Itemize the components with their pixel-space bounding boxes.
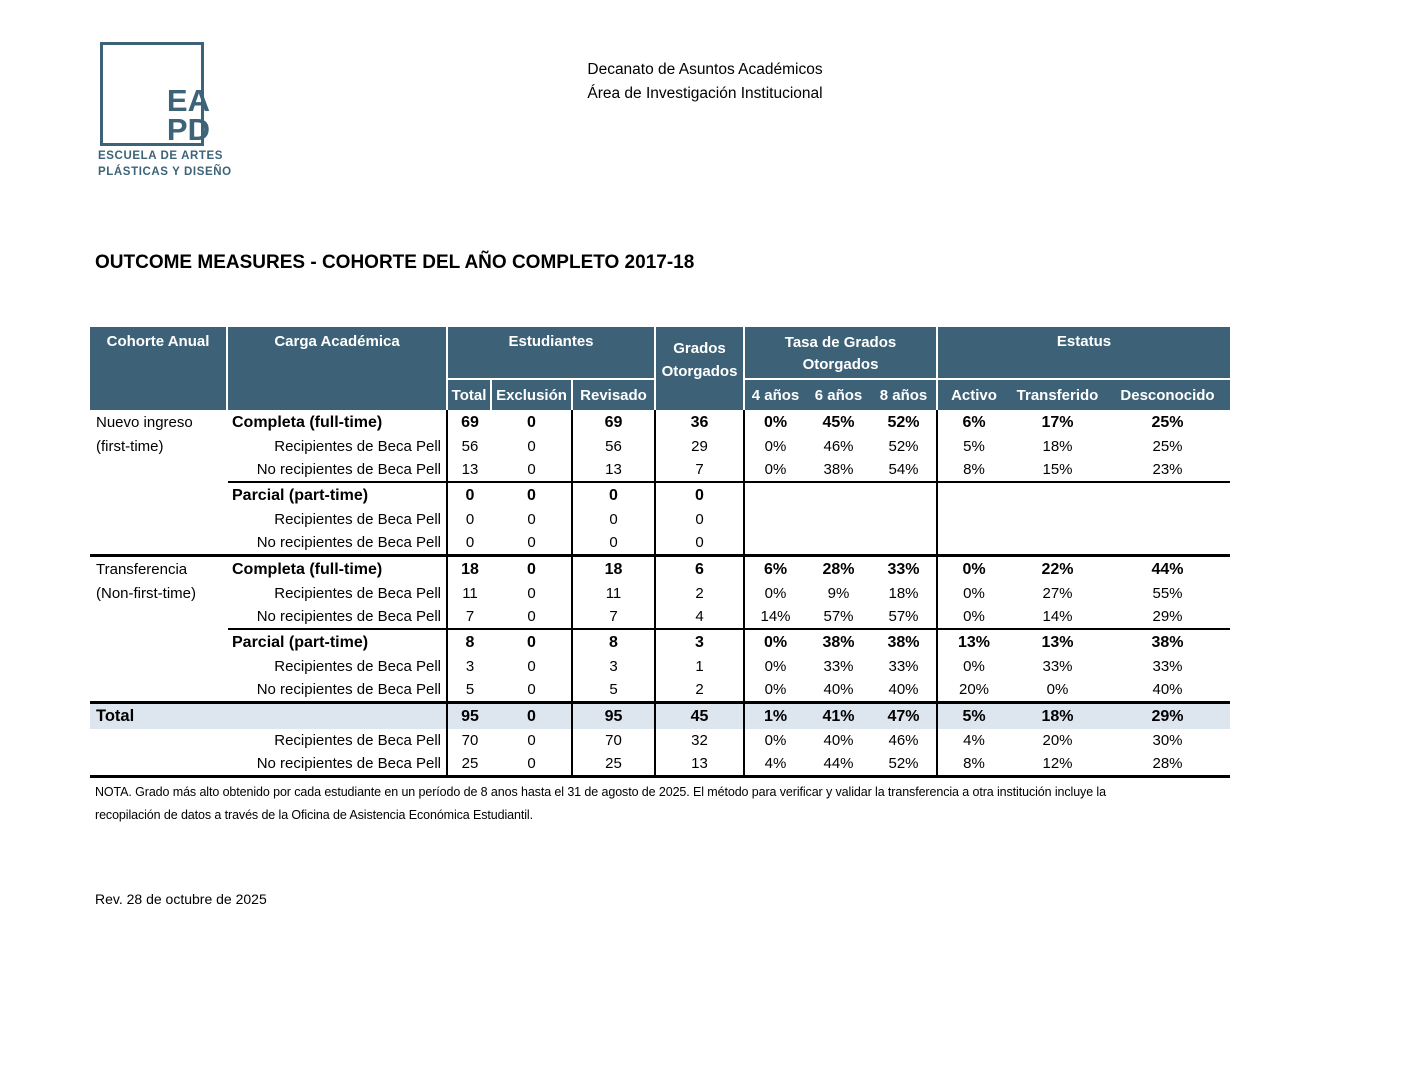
carga-cell: Parcial (part-time) (228, 630, 448, 655)
header-carga-academica: Carga Académica (228, 327, 448, 410)
cell-activo: 0% (962, 561, 986, 578)
cell-exclusion: 0 (492, 752, 573, 775)
cell-revisado: 25 (573, 752, 656, 775)
cell-grados: 32 (656, 729, 745, 752)
footnote (95, 781, 1225, 827)
cohort-cell (90, 605, 228, 628)
org-header-line2: Área de Investigación Institucional (587, 85, 823, 102)
table-row-pell (90, 508, 1230, 531)
cell-grados: 1 (656, 655, 745, 678)
cell-revisado: 18 (573, 557, 656, 582)
cell-desconocido: 29% (1151, 708, 1184, 725)
table-row-pell (90, 582, 1230, 605)
cell-6anos (806, 531, 871, 554)
cell-activo: 4% (963, 732, 985, 749)
cell-total: 13 (461, 461, 479, 478)
cell-grados: 0 (656, 531, 745, 554)
cell-4anos: 14% (760, 608, 791, 625)
cell-grados: 45 (656, 704, 745, 729)
cell-exclusion: 0 (492, 508, 573, 531)
cell-activo: 20% (958, 681, 990, 698)
cell-revisado: 95 (573, 704, 656, 729)
footnote-line2: recopilación de datos a través de la Oficina de Asistencia Económica Estudiantil. (95, 808, 533, 822)
cell-6anos: 33% (823, 658, 854, 675)
cell-4anos (745, 483, 806, 508)
cell-exclusion: 0 (492, 483, 573, 508)
cell-desconocido: 55% (1152, 585, 1183, 602)
cohort-cell (90, 655, 228, 678)
table-row-no-pell (90, 678, 1230, 701)
cell-revisado: 7 (573, 605, 656, 628)
cell-revisado: 13 (573, 458, 656, 481)
carga-cell: No recipientes de Beca Pell (228, 678, 448, 701)
table-row-total (90, 704, 1230, 729)
cell-total: 11 (462, 585, 478, 602)
revision-date: Rev. 28 de octubre de 2025 (95, 891, 267, 907)
cell-grados: 0 (656, 483, 745, 508)
header-grados-line2: Otorgados (661, 363, 738, 380)
cohort-cell: Total (96, 707, 135, 725)
cell-activo: 0% (963, 585, 985, 602)
cell-total: 0 (465, 511, 475, 528)
cell-revisado: 8 (573, 630, 656, 655)
cell-exclusion: 0 (492, 729, 573, 752)
cell-total: 69 (461, 414, 479, 431)
cell-desconocido: 29% (1152, 608, 1183, 625)
cell-total: 3 (465, 658, 475, 675)
cell-desconocido: 40% (1152, 681, 1183, 698)
cell-transferido (1010, 531, 1105, 554)
table-row-no-pell (90, 531, 1230, 554)
cell-6anos (806, 483, 871, 508)
cell-transferido: 33% (1042, 658, 1073, 675)
cell-activo (938, 483, 1010, 508)
header-tasa-de-grados (745, 327, 938, 380)
cell-8anos: 52% (871, 435, 938, 458)
cell-desconocido: 38% (1151, 634, 1184, 651)
cell-grados: 13 (656, 752, 745, 775)
logo-initials-line1: EA (166, 83, 210, 118)
cell-desconocido: 28% (1152, 755, 1183, 772)
cell-8anos: 52% (871, 410, 938, 435)
page-title: OUTCOME MEASURES - COHORTE DEL AÑO COMPLETO 2017-18 (95, 252, 695, 273)
cell-total: 70 (461, 732, 479, 749)
carga-cell: Recipientes de Beca Pell (228, 508, 448, 531)
carga-cell: No recipientes de Beca Pell (228, 605, 448, 628)
cell-6anos: 45% (822, 414, 855, 431)
table-bottom-border (90, 775, 1230, 778)
table-row-parcial-first-time (90, 483, 1230, 508)
carga-cell: Recipientes de Beca Pell (228, 729, 448, 752)
carga-cell (228, 704, 448, 729)
cohort-cell (90, 458, 228, 481)
org-header (480, 58, 930, 106)
cell-total: 95 (461, 708, 479, 725)
carga-cell: Recipientes de Beca Pell (228, 435, 448, 458)
cell-activo (938, 508, 1010, 531)
cell-desconocido: 25% (1151, 414, 1184, 431)
cell-6anos: 40% (823, 732, 854, 749)
header-tasa-line2: Otorgados (802, 356, 879, 373)
cell-revisado: 56 (573, 435, 656, 458)
table-row-pell (90, 435, 1230, 458)
cell-activo (938, 531, 1010, 554)
cell-desconocido: 30% (1152, 732, 1183, 749)
cell-desconocido: 33% (1152, 658, 1183, 675)
cell-grados: 6 (656, 557, 745, 582)
cell-revisado: 5 (573, 678, 656, 701)
cell-4anos: 0% (764, 732, 787, 749)
school-name-line1: ESCUELA DE ARTES (98, 150, 224, 162)
cell-desconocido: 25% (1152, 438, 1183, 455)
table-row-parcial-transfer (90, 630, 1230, 655)
cohort-cell (90, 752, 228, 775)
cohort-cell: (first-time) (96, 438, 164, 455)
cell-transferido: 12% (1042, 755, 1073, 772)
cell-transferido: 22% (1041, 561, 1074, 578)
carga-cell: Parcial (part-time) (228, 483, 448, 508)
cell-transferido: 18% (1041, 708, 1074, 725)
cell-revisado: 0 (573, 483, 656, 508)
cell-transferido: 15% (1042, 461, 1073, 478)
cell-4anos: 0% (763, 414, 788, 431)
cell-exclusion: 0 (492, 678, 573, 701)
cell-exclusion: 0 (492, 704, 573, 729)
cohort-cell: (Non-first-time) (96, 585, 196, 602)
cell-revisado: 69 (573, 410, 656, 435)
cell-activo: 13% (957, 634, 991, 651)
cell-8anos: 52% (871, 752, 938, 775)
header-total: Total (448, 380, 492, 410)
header-estatus: Estatus (938, 327, 1230, 380)
cell-activo: 0% (963, 608, 985, 625)
cell-8anos: 54% (871, 458, 938, 481)
cell-grados: 2 (656, 582, 745, 605)
cell-4anos: 6% (763, 561, 788, 578)
table-row-no-pell (90, 605, 1230, 628)
footnote-line1: NOTA. Grado más alto obtenido por cada estudiante en un período de 8 anos hasta el 31 de agosto de 2025. El método para verificar y validar la transferencia a otra institución incluye la (95, 785, 1106, 799)
table-row-no-pell (90, 752, 1230, 775)
cell-desconocido (1105, 531, 1230, 554)
carga-cell: No recipientes de Beca Pell (228, 752, 448, 775)
carga-cell: Completa (full-time) (228, 557, 448, 582)
logo-initials-line2: PD (166, 112, 210, 147)
header-4-anos: 4 años (751, 386, 800, 404)
header-exclusion: Exclusión (492, 380, 573, 410)
carga-cell: No recipientes de Beca Pell (228, 531, 448, 554)
cell-grados: 3 (656, 630, 745, 655)
cell-total: 18 (461, 561, 479, 578)
cohort-cell: Nuevo ingreso (96, 414, 193, 431)
carga-cell: Recipientes de Beca Pell (228, 582, 448, 605)
header-desconocido: Desconocido (1120, 386, 1215, 404)
cohort-cell (90, 729, 228, 752)
cell-transferido (1010, 483, 1105, 508)
cell-exclusion: 0 (492, 582, 573, 605)
table-row-completa-first-time (90, 410, 1230, 435)
org-header-line1: Decanato de Asuntos Académicos (587, 61, 823, 78)
cell-8anos (871, 508, 938, 531)
cell-6anos: 40% (823, 681, 854, 698)
cell-total: 0 (465, 487, 475, 504)
header-revisado: Revisado (573, 380, 656, 410)
cell-8anos: 33% (871, 557, 938, 582)
cell-4anos: 0% (764, 438, 787, 455)
cell-total: 5 (465, 681, 475, 698)
header-transferido: Transferido (1016, 386, 1099, 404)
cell-total: 7 (465, 608, 475, 625)
cohort-cell (90, 678, 228, 701)
cell-4anos: 4% (764, 755, 787, 772)
cell-activo: 5% (962, 708, 986, 725)
cell-revisado: 11 (573, 582, 656, 605)
table-row-pell (90, 655, 1230, 678)
cell-8anos: 57% (871, 605, 938, 628)
cell-revisado: 70 (573, 729, 656, 752)
cell-4anos: 0% (764, 658, 787, 675)
cell-8anos: 33% (871, 655, 938, 678)
cell-8anos (871, 531, 938, 554)
cell-transferido: 0% (1046, 681, 1069, 698)
cell-revisado: 0 (573, 508, 656, 531)
header-6-anos: 6 años (814, 386, 863, 404)
cell-transferido: 27% (1042, 585, 1073, 602)
cell-4anos: 0% (764, 585, 787, 602)
cell-6anos: 44% (823, 755, 854, 772)
cohort-cell (90, 508, 228, 531)
cell-total: 56 (461, 438, 479, 455)
table-row-completa-transfer (90, 557, 1230, 582)
cell-transferido: 14% (1042, 608, 1073, 625)
cell-activo: 0% (963, 658, 985, 675)
cell-exclusion: 0 (492, 435, 573, 458)
cell-transferido: 18% (1042, 438, 1073, 455)
header-grados-otorgados (656, 327, 745, 410)
cell-desconocido (1105, 483, 1230, 508)
cohort-cell (90, 630, 228, 655)
cell-grados: 0 (656, 508, 745, 531)
cell-6anos: 57% (823, 608, 854, 625)
cell-grados: 29 (656, 435, 745, 458)
cell-transferido: 20% (1042, 732, 1073, 749)
cell-total: 25 (461, 755, 479, 772)
cell-4anos (745, 508, 806, 531)
outcome-measures-table (90, 327, 1230, 778)
cell-revisado: 0 (573, 531, 656, 554)
cell-desconocido: 44% (1151, 561, 1184, 578)
header-grados-line1: Grados (673, 340, 726, 357)
cell-8anos: 18% (871, 582, 938, 605)
header-tasa-line1: Tasa de Grados (784, 334, 897, 351)
cell-transferido: 13% (1041, 634, 1074, 651)
cell-8anos: 47% (871, 704, 938, 729)
cohort-cell (90, 531, 228, 554)
cell-exclusion: 0 (492, 458, 573, 481)
cohort-cell: Transferencia (96, 561, 188, 578)
cell-exclusion: 0 (492, 655, 573, 678)
header-8-anos: 8 años (871, 380, 938, 410)
cell-exclusion: 0 (492, 531, 573, 554)
cell-exclusion: 0 (492, 557, 573, 582)
cell-4anos: 0% (764, 681, 787, 698)
cell-exclusion: 0 (492, 410, 573, 435)
carga-cell: No recipientes de Beca Pell (228, 458, 448, 481)
cell-4anos (745, 531, 806, 554)
cell-6anos: 41% (822, 708, 855, 725)
table-header (90, 327, 1230, 410)
cell-4anos: 0% (763, 634, 788, 651)
cell-6anos (806, 508, 871, 531)
cell-activo: 8% (963, 755, 985, 772)
cell-activo: 8% (963, 461, 985, 478)
school-name (98, 148, 232, 180)
cell-6anos: 46% (823, 438, 854, 455)
cell-total: 0 (465, 534, 475, 551)
cell-8anos: 38% (871, 630, 938, 655)
cell-exclusion: 0 (492, 605, 573, 628)
cell-desconocido: 23% (1152, 461, 1183, 478)
cell-activo: 5% (963, 438, 985, 455)
cell-grados: 36 (656, 410, 745, 435)
cell-desconocido (1105, 508, 1230, 531)
cell-8anos (871, 483, 938, 508)
cell-revisado: 3 (573, 655, 656, 678)
cell-transferido: 17% (1041, 414, 1074, 431)
school-name-line2: PLÁSTICAS Y DISEÑO (98, 166, 232, 178)
cell-6anos: 38% (823, 461, 854, 478)
cell-total: 8 (465, 634, 475, 651)
cell-activo: 6% (962, 414, 986, 431)
cell-6anos: 9% (827, 585, 850, 602)
cell-grados: 7 (656, 458, 745, 481)
cell-grados: 4 (656, 605, 745, 628)
cell-6anos: 38% (822, 634, 855, 651)
header-cohorte-anual: Cohorte Anual (90, 327, 228, 410)
eapd-logo-initials (100, 83, 210, 147)
cell-exclusion: 0 (492, 630, 573, 655)
cell-4anos: 0% (764, 461, 787, 478)
cohort-cell (90, 483, 228, 508)
cell-8anos: 40% (871, 678, 938, 701)
carga-cell: Recipientes de Beca Pell (228, 655, 448, 678)
header-activo: Activo (951, 386, 997, 404)
cell-transferido (1010, 508, 1105, 531)
cell-4anos: 1% (763, 708, 788, 725)
header-estudiantes: Estudiantes (448, 327, 656, 380)
cell-6anos: 28% (822, 561, 855, 578)
table-row-no-pell (90, 458, 1230, 481)
cell-grados: 2 (656, 678, 745, 701)
cell-8anos: 46% (871, 729, 938, 752)
carga-cell: Completa (full-time) (228, 410, 448, 435)
table-row-pell (90, 729, 1230, 752)
